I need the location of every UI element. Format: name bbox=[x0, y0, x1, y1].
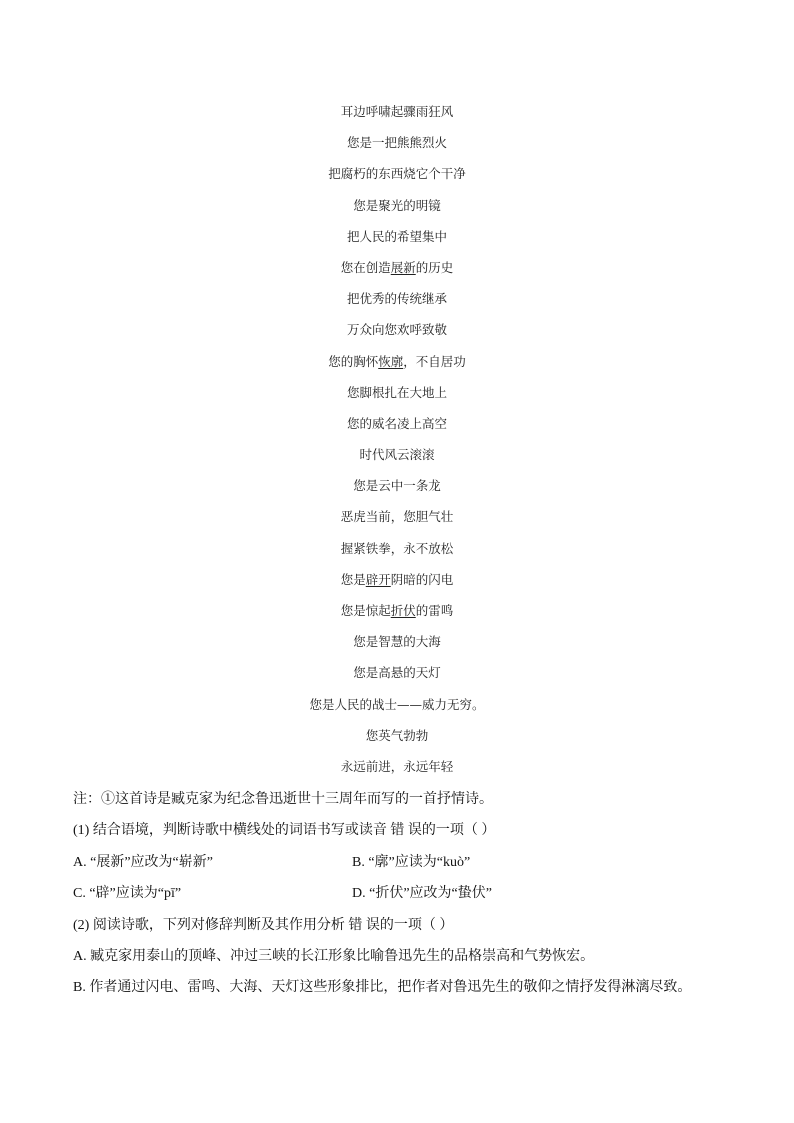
question-1-stem: (1) 结合语境，判断诗歌中横线处的词语书写或读音 错 误的一项（ ） bbox=[73, 823, 496, 838]
poem-line: 时代风云滚滚 bbox=[359, 447, 435, 463]
underlined-word: 辟开 bbox=[365, 571, 391, 587]
poem-note: 注：①这首诗是臧克家为纪念鲁迅逝世十三周年而写的一首抒情诗。 bbox=[73, 792, 493, 807]
poem-line: 您是辟开阴暗的闪电 bbox=[340, 571, 454, 587]
poem-line: 您是惊起折伏的雷鸣 bbox=[340, 603, 454, 618]
poem-line: 握紧铁拳，永不放松 bbox=[340, 540, 454, 556]
question-1-option-c[interactable]: C. “辟”应读为“pī” bbox=[73, 886, 182, 901]
question-1-option-b[interactable]: B. “廓”应读为“kuò” bbox=[352, 855, 471, 870]
poem-line: 永远前进，永远年轻 bbox=[340, 758, 454, 774]
question-2-option-a[interactable]: A. 臧克家用泰山的顶峰、冲过三峡的长江形象比喻鲁迅先生的品格崇高和气势恢宏。 bbox=[73, 949, 595, 964]
question-2-stem: (2) 阅读诗歌，下列对修辞判断及其作用分析 错 误的一项（ ） bbox=[73, 918, 454, 933]
poem-line: 万众向您欢呼致敬 bbox=[346, 322, 447, 338]
poem-line: 把人民的希望集中 bbox=[346, 228, 447, 244]
poem-line: 恶虎当前，您胆气壮 bbox=[340, 509, 454, 525]
underlined-word: 恢廓 bbox=[378, 353, 404, 369]
poem-line: 您的威名凌上高空 bbox=[346, 415, 447, 431]
poem-line: 您的胸怀恢廓，不自居功 bbox=[328, 353, 466, 369]
question-1-option-a[interactable]: A. “展新”应改为“崭新” bbox=[73, 855, 213, 870]
poem-line: 您是智慧的大海 bbox=[353, 634, 441, 650]
poem-line: 您是云中一条龙 bbox=[353, 478, 441, 494]
poem-line: 您在创造展新的历史 bbox=[340, 259, 454, 275]
poem-line: 耳边呼啸起骤雨狂风 bbox=[340, 104, 454, 119]
underlined-word: 展新 bbox=[390, 259, 416, 275]
poem-line: 把优秀的传统继承 bbox=[346, 291, 447, 307]
underlined-word: 折伏 bbox=[390, 603, 416, 618]
question-1-option-d[interactable]: D. “折伏”应改为“蛰伏” bbox=[352, 886, 492, 901]
poem-line: 您英气勃勃 bbox=[365, 727, 429, 743]
poem-line: 您脚根扎在大地上 bbox=[346, 384, 447, 400]
poem-line: 把腐朽的东西烧它个干净 bbox=[328, 166, 466, 182]
poem-line: 您是人民的战士——威力无穷。 bbox=[309, 696, 485, 712]
poem bbox=[0, 101, 794, 787]
question-2-option-b[interactable]: B. 作者通过闪电、雷鸣、大海、天灯这些形象排比，把作者对鲁迅先生的敬仰之情抒发得淋漓尽致。 bbox=[73, 980, 692, 995]
poem-line: 您是高悬的天灯 bbox=[353, 665, 441, 681]
poem-line: 您是一把熊熊烈火 bbox=[346, 135, 447, 151]
poem-line: 您是聚光的明镜 bbox=[353, 197, 441, 213]
